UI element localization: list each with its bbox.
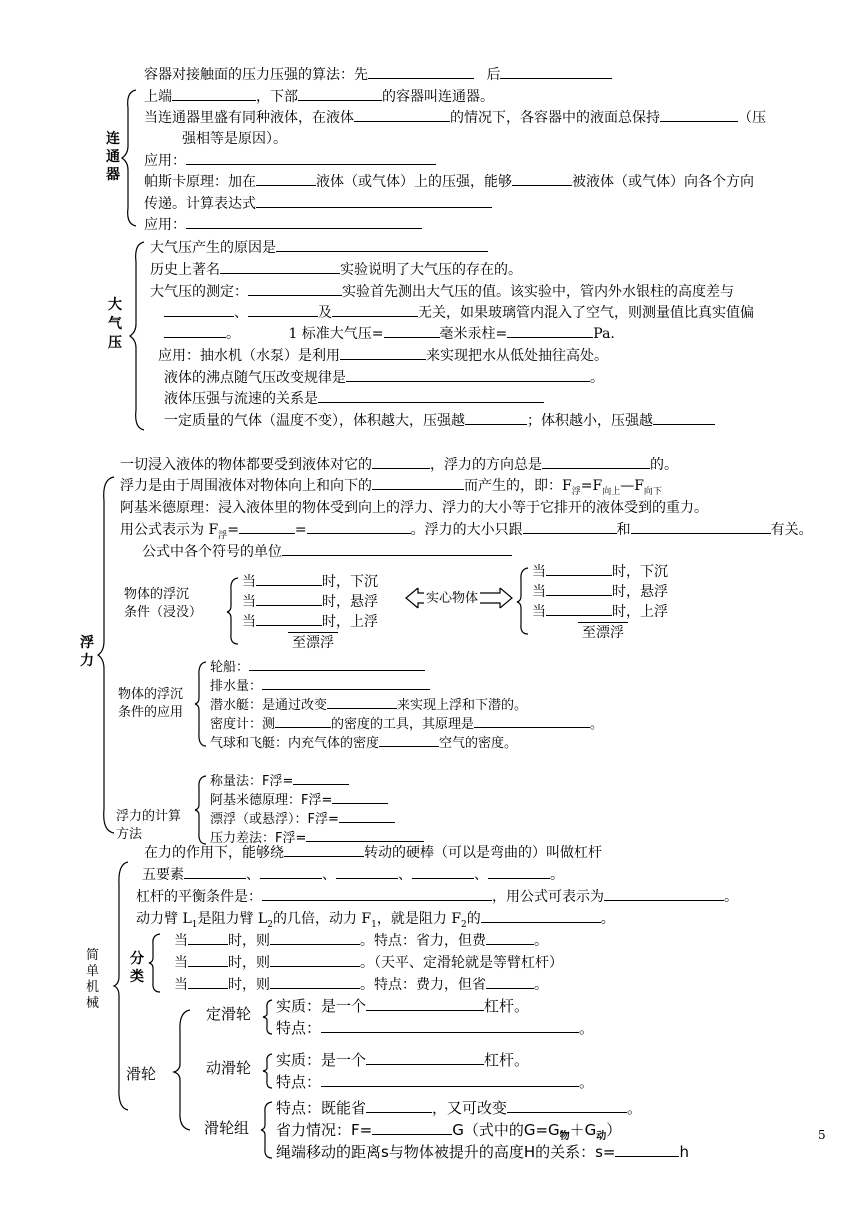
calc-list	[210, 772, 424, 848]
blank	[372, 456, 430, 469]
blank	[339, 810, 395, 823]
text: 杠杆的平衡条件是：	[136, 889, 262, 905]
text: 当	[242, 614, 256, 630]
blank	[354, 109, 450, 122]
fixed-pulley-label: 定滑轮	[206, 1005, 252, 1023]
moving-pulley-brace	[262, 1052, 274, 1090]
connector-line-4	[144, 152, 436, 170]
text: 当	[532, 604, 546, 620]
text: 实验说明了大气压的存在的。	[340, 262, 522, 278]
connector-label: 连通器	[106, 131, 120, 183]
pulley-brace	[172, 1008, 192, 1132]
text: 及	[318, 305, 332, 321]
text: 杠杆。	[484, 997, 530, 1015]
blank	[512, 173, 572, 186]
text: 时，悬浮	[612, 584, 668, 600]
atmosphere-line-6	[158, 347, 608, 365]
app-submarine	[210, 696, 603, 715]
text: 历史上著名	[150, 262, 220, 278]
text: 当	[174, 933, 188, 949]
text: 特点：	[276, 1019, 322, 1037]
class-line-2	[174, 954, 563, 972]
subscript: 2	[267, 919, 273, 930]
text: 。	[600, 911, 615, 927]
buoyancy-line-4	[120, 521, 813, 545]
subscript: 2	[461, 919, 467, 930]
text: 上端	[144, 89, 172, 105]
text: 大气压的测定：	[150, 284, 248, 300]
class-line-1	[174, 932, 548, 950]
text: 1 标准大气压=	[288, 326, 384, 342]
text: 的情况下，各容器中的液面总保持	[450, 110, 660, 126]
blank	[507, 325, 593, 338]
blank	[248, 304, 318, 317]
blank	[366, 998, 484, 1011]
blank	[500, 66, 612, 79]
machines-label: 简单机械	[86, 948, 100, 1011]
app-balloon	[210, 734, 603, 753]
text: 浮力是由于周围液体对物体向上和向下的	[120, 478, 372, 494]
text: 时，则	[228, 955, 270, 971]
blank	[256, 593, 322, 606]
blank	[660, 109, 738, 122]
blank	[615, 1144, 679, 1157]
blank	[270, 976, 360, 989]
blank	[366, 1052, 484, 1065]
text: 方法	[116, 827, 143, 842]
text: 潜水艇：是通过改变	[210, 698, 328, 713]
text: 时，下沉	[322, 574, 378, 590]
text: （压	[738, 110, 766, 126]
text: 应用：	[144, 153, 186, 169]
float-right-brace	[516, 566, 530, 636]
subscript: 向上	[602, 486, 621, 497]
text: ，浮力的方向总是	[430, 457, 542, 473]
float-right-row	[532, 602, 668, 622]
text: 实质：是一个	[276, 1051, 367, 1069]
float-left-conditions	[242, 572, 378, 653]
blank	[256, 195, 492, 208]
blank	[284, 844, 364, 857]
lever-line-2: 五要素 、 、 、 、 。	[142, 867, 564, 883]
text: 的	[466, 911, 481, 927]
float-right-row	[532, 582, 668, 602]
class-label-1: 分	[130, 951, 144, 967]
text: 时，悬浮	[322, 594, 378, 610]
pulley-block-brace	[260, 1100, 274, 1160]
blank	[366, 1100, 432, 1113]
blank	[260, 866, 322, 879]
calc-archimedes	[210, 791, 424, 810]
blank	[465, 412, 527, 425]
blank	[327, 696, 397, 709]
text: 空气的密度。	[439, 736, 518, 751]
text: 物体的浮沉	[124, 587, 190, 602]
blank	[321, 1020, 579, 1033]
text: 。	[627, 1099, 643, 1117]
float-left-brace	[226, 576, 240, 646]
blank	[384, 325, 440, 338]
atmosphere-brace	[128, 240, 148, 432]
text: 一切浸入液体的物体都要受到液体对它的	[120, 457, 372, 473]
connector-line-2	[144, 109, 766, 127]
blank	[523, 521, 617, 534]
lever-line-3	[136, 888, 738, 906]
text: 液体的沸点随气压改变规律是	[164, 370, 346, 386]
blank	[542, 456, 650, 469]
text: 。特点：费力，但省	[360, 977, 486, 993]
blank	[186, 216, 422, 229]
blank	[340, 347, 426, 360]
blank	[372, 1122, 452, 1135]
text: =	[294, 522, 307, 538]
atmosphere-line-3	[150, 283, 734, 301]
text: 时，上浮	[612, 604, 668, 620]
text: 大气压产生的原因是	[150, 240, 276, 256]
blank	[412, 866, 474, 879]
atmosphere-label-1: 大	[108, 297, 122, 313]
atmosphere-label-2: 气	[108, 316, 122, 332]
calc-weighing	[210, 772, 424, 791]
text: 帕斯卡原理：加在	[144, 174, 256, 190]
text: 特点：既能省	[276, 1099, 367, 1117]
text: 应用：抽水机（水泵）是利用	[158, 348, 340, 364]
text: 。	[590, 370, 604, 386]
blank	[262, 677, 430, 690]
pulley-block-label: 滑轮组	[204, 1119, 250, 1137]
lever-line-1	[144, 844, 602, 862]
blank	[188, 954, 228, 967]
atmosphere-line-9	[164, 412, 715, 430]
text: ）	[606, 1121, 622, 1139]
float-right-row	[532, 562, 668, 582]
lever-line-4	[136, 910, 615, 934]
connector-line-5	[144, 173, 754, 191]
buoyancy-line-5	[142, 543, 512, 561]
application-list	[210, 658, 603, 753]
blank	[507, 1100, 627, 1113]
text: 被液体（或气体）向各个方向	[572, 174, 754, 190]
text: ，下部	[256, 89, 298, 105]
pressure-calc-text: 容器对接触面的压力压强的算法：先	[144, 67, 368, 83]
text: 省力情况：F=	[276, 1121, 373, 1139]
fixed-pulley-line-1	[276, 996, 529, 1016]
text: 当	[174, 977, 188, 993]
connector-line-3	[182, 130, 287, 148]
text: 、	[474, 867, 488, 883]
page-number: 5	[818, 1128, 826, 1142]
float-left-row	[242, 572, 378, 592]
blank	[270, 954, 360, 967]
blank	[298, 88, 382, 101]
blank	[262, 888, 492, 901]
text: 压力差法：F浮=	[210, 831, 307, 846]
blank	[546, 583, 612, 596]
text: —F	[620, 478, 644, 494]
connector-line-1	[144, 88, 494, 106]
blank	[164, 325, 226, 338]
text: 阿基米德原理：浸入液体里的物体受到向上的浮力、浮力的大小等于它排开的液体受到的重力。	[120, 500, 708, 516]
blank	[184, 866, 246, 879]
calc-label	[116, 808, 181, 844]
blank	[307, 521, 411, 534]
buoyancy-line-1	[120, 456, 678, 474]
text: 至漂浮	[288, 632, 338, 653]
text: ；体积越小，压强越	[527, 413, 653, 429]
text: G（式中的G=G	[452, 1121, 560, 1139]
blank	[346, 369, 590, 382]
text: 时，则	[228, 933, 270, 949]
buoyancy-line-2	[120, 477, 662, 501]
calc-brace	[194, 774, 208, 846]
text: 绳端移动的距离s与物体被提升的高度H的关系：s=	[276, 1143, 616, 1161]
application-label	[118, 686, 183, 722]
app-hydrometer	[210, 715, 603, 734]
text: 应用：	[144, 217, 186, 233]
text: 。	[724, 889, 738, 905]
text: 、	[234, 305, 248, 321]
text: 称量法：F浮=	[210, 774, 294, 789]
blank	[256, 613, 322, 626]
blank	[270, 932, 360, 945]
blank	[293, 772, 349, 785]
blank	[481, 910, 601, 923]
text: 液体压强与流速的关系是	[164, 391, 318, 407]
blank	[332, 304, 418, 317]
class-line-3	[174, 976, 548, 994]
moving-pulley-line-2	[276, 1072, 594, 1092]
text: 。	[534, 933, 548, 949]
text: 无关，如果玻璃管内混入了空气，则测量值比真实值偏	[418, 305, 754, 321]
buoyancy-brace	[96, 475, 118, 835]
blank	[488, 866, 550, 879]
pressure-calc-after: 后	[486, 67, 501, 83]
subscript: 1	[191, 919, 198, 930]
text: 当连通器里盛有同种液体，在液体	[144, 110, 354, 126]
blank	[486, 976, 534, 989]
float-left-row	[242, 612, 378, 632]
subscript: 1	[371, 919, 377, 930]
text: 而产生的，即：F	[464, 478, 572, 494]
text: 当	[242, 594, 256, 610]
text: 至漂浮	[578, 622, 628, 643]
subscript: 动	[596, 1131, 607, 1142]
text: 当	[532, 584, 546, 600]
text: =F	[580, 478, 603, 494]
text: 和	[616, 522, 631, 538]
text: 、	[398, 867, 412, 883]
atmosphere-line-5	[164, 325, 615, 343]
moving-pulley-label: 动滑轮	[206, 1059, 252, 1077]
buoyancy-label: 浮力	[80, 635, 94, 669]
pulley-block-line-3	[276, 1142, 689, 1162]
float-condition-label	[124, 586, 202, 622]
blank	[368, 66, 474, 79]
atmosphere-line-7	[164, 369, 604, 387]
pulley-block-line-1	[276, 1098, 642, 1118]
text: 强相等是原因）。	[182, 131, 287, 147]
text: 用公式表示为 F	[120, 522, 219, 538]
text: ，用公式可表示为	[492, 889, 604, 905]
blank	[321, 1074, 579, 1087]
text: 当	[174, 955, 188, 971]
fixed-pulley-line-2	[276, 1018, 594, 1038]
text: 的容器叫连通器。	[382, 89, 494, 105]
float-left-row	[242, 592, 378, 612]
class-label-2: 类	[130, 969, 144, 985]
text: 传递。计算表达式	[144, 196, 256, 212]
blank	[256, 173, 316, 186]
blank	[248, 283, 342, 296]
text: ，就是阻力 F	[376, 911, 462, 927]
subscript: 浮	[218, 530, 228, 541]
text: 。	[534, 977, 548, 993]
application-brace	[194, 660, 208, 748]
text: 当	[242, 574, 256, 590]
pressure-calc-line	[144, 66, 612, 84]
blank	[275, 715, 331, 728]
text: 。浮力的大小只跟	[410, 522, 523, 538]
double-arrow-label: 实心物体	[424, 587, 480, 606]
text: 一定质量的气体（温度不变），体积越大，压强越	[164, 413, 465, 429]
blank	[188, 976, 228, 989]
text: ＋G	[569, 1121, 597, 1139]
connector-line-6	[144, 195, 492, 213]
text: 动力臂 L	[136, 911, 192, 927]
buoyancy-line-3	[120, 499, 708, 517]
text: 浮力的计算	[116, 809, 182, 824]
pulley-label: 滑轮	[126, 1065, 157, 1083]
text: 实质：是一个	[276, 997, 367, 1015]
blank	[220, 261, 340, 274]
text: 气球和飞艇：内充气体的密度	[210, 736, 380, 751]
text: 。	[226, 326, 240, 342]
subscript: 向下	[643, 486, 662, 497]
blank	[379, 734, 439, 747]
blank	[318, 390, 544, 403]
blank	[604, 888, 724, 901]
text: 密度计：测	[210, 717, 276, 732]
text: 排水量：	[210, 679, 263, 694]
blank	[256, 573, 322, 586]
text: Pa.	[593, 326, 615, 342]
blank	[372, 477, 464, 490]
text: 的。	[650, 457, 678, 473]
blank	[282, 543, 512, 556]
text: 是阻力臂 L	[197, 911, 268, 927]
text: =	[227, 522, 239, 538]
blank	[172, 88, 256, 101]
blank	[474, 715, 590, 728]
text: 、	[322, 867, 336, 883]
blank	[546, 603, 612, 616]
class-brace	[148, 932, 162, 994]
app-ship	[210, 658, 603, 677]
subscript: 浮	[571, 486, 581, 497]
blank	[239, 521, 295, 534]
blank	[546, 563, 612, 576]
text: ，又可改变	[432, 1099, 508, 1117]
fixed-pulley-brace	[262, 998, 274, 1036]
text: 阿基米德原理：F浮=	[210, 793, 333, 808]
text: 。特点：省力，但费	[360, 933, 486, 949]
blank	[336, 866, 398, 879]
text: 条件（浸没）	[124, 605, 203, 620]
text: 来实现把水从低处抽往高处。	[426, 348, 608, 364]
blank	[164, 304, 234, 317]
text: 杠杆。	[484, 1051, 530, 1069]
blank	[653, 412, 715, 425]
text: 。	[590, 717, 604, 732]
text: 特点：	[276, 1073, 322, 1091]
float-right-conditions	[532, 562, 668, 643]
blank	[631, 521, 771, 534]
connector-brace	[120, 88, 140, 228]
text: 、	[246, 867, 260, 883]
text: 。（天平、定滑轮就是等臂杠杆）	[360, 955, 563, 971]
text: 毫米汞柱=	[439, 326, 508, 342]
calc-floating	[210, 810, 424, 829]
text: 五要素	[142, 867, 184, 883]
blank	[188, 932, 228, 945]
atmosphere-line-8	[164, 390, 544, 408]
text: 实验首先测出大气压的值。该实验中，管内外水银柱的高度差与	[342, 284, 734, 300]
text: 公式中各个符号的单位	[142, 544, 282, 560]
atmosphere-label-3: 压	[108, 335, 122, 351]
text: 物体的浮沉	[118, 687, 184, 702]
text: 。	[579, 1019, 595, 1037]
blank	[486, 932, 534, 945]
text: 时，上浮	[322, 614, 378, 630]
text: h	[679, 1143, 689, 1161]
connector-line-7	[144, 216, 422, 234]
text: 时，则	[228, 977, 270, 993]
blank	[186, 152, 436, 165]
blank	[249, 658, 425, 671]
text: 当	[532, 564, 546, 580]
atmosphere-line-2	[150, 261, 522, 279]
text: 时，下沉	[612, 564, 668, 580]
text: 轮船：	[210, 660, 250, 675]
text: 的密度的工具，其原理是	[331, 717, 475, 732]
subscript: 物	[559, 1131, 570, 1142]
text: 转动的硬棒（可以是弯曲的）叫做杠杆	[364, 845, 602, 861]
text: 来实现上浮和下潜的。	[397, 698, 528, 713]
atmosphere-line-1	[150, 239, 488, 257]
text: 的几倍，动力 F	[272, 911, 372, 927]
text: 液体（或气体）上的压强，能够	[316, 174, 512, 190]
text: 有关。	[770, 522, 813, 538]
blank	[306, 829, 424, 842]
atmosphere-line-4	[164, 304, 754, 322]
moving-pulley-line-1	[276, 1050, 529, 1070]
text: 条件的应用	[118, 705, 184, 720]
app-displacement	[210, 677, 603, 696]
blank	[276, 239, 488, 252]
text: 。	[579, 1073, 595, 1091]
text: 漂浮（或悬浮）：F浮=	[210, 812, 339, 827]
blank	[332, 791, 388, 804]
text: 在力的作用下，能够绕	[144, 845, 284, 861]
